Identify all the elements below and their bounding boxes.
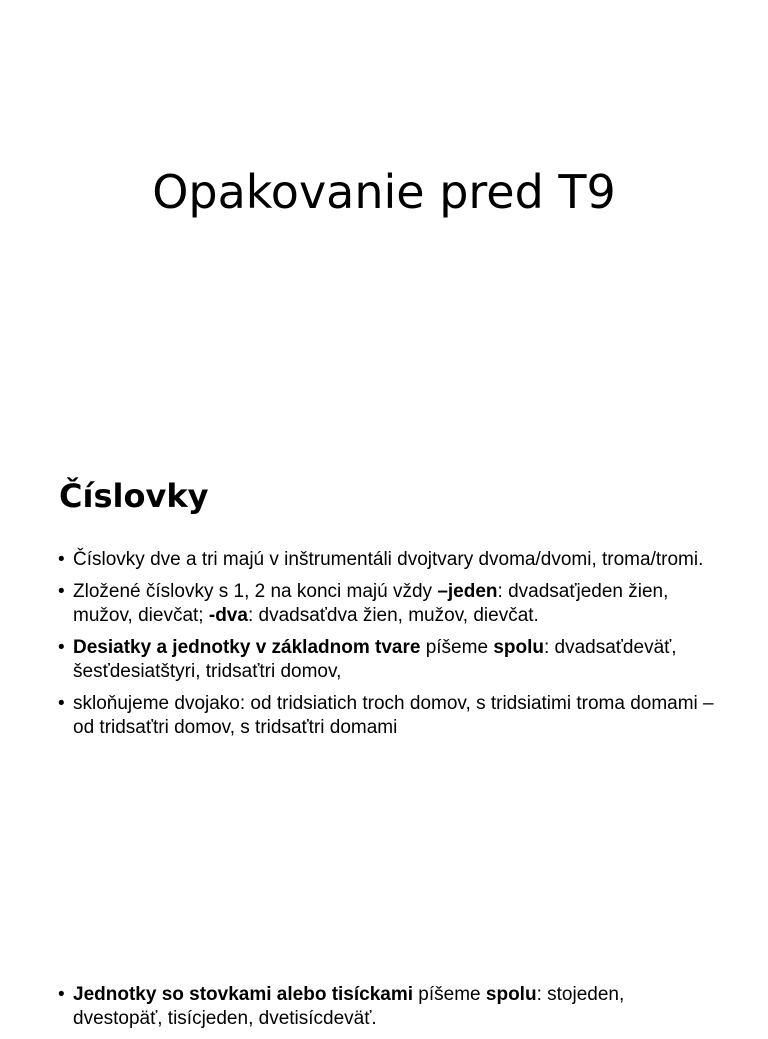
bullet-text: : dvadsaťjeden žien, mužov, dievčat;	[73, 581, 669, 626]
bullet-text-bold: spolu	[493, 637, 544, 658]
bullet-item	[58, 548, 718, 572]
bullet-text: Zložené číslovky s 1, 2 na konci majú vždy	[73, 581, 438, 602]
bullet-list	[58, 548, 718, 748]
bullet-text: : dvadsaťdeväť, šesťdesiatštyri, tridsaťtri domov,	[73, 637, 677, 682]
bullet-text-bold: Jednotky so stovkami alebo tisíckami	[73, 984, 414, 1005]
bullet-text: Číslovky dve a tri majú v inštrumentáli dvojtvary dvoma/dvomi, troma/tromi.	[73, 549, 704, 570]
bullet-text: : dvadsaťdva žien, mužov, dievčat.	[247, 605, 539, 626]
bullet-text: píšeme	[420, 637, 494, 658]
bullet-text-bold: spolu	[485, 984, 537, 1005]
bullet-list-bottom	[58, 983, 718, 1039]
bullet-text-bold: Desiatky a jednotky v základnom tvare	[73, 637, 421, 658]
bullet-item	[58, 580, 718, 628]
bullet-text: píšeme	[413, 984, 486, 1005]
section-heading: Číslovky	[59, 477, 209, 515]
bullet-text-bold: –jeden	[437, 581, 498, 602]
bullet-item	[58, 636, 718, 684]
slide-title: Opakovanie pred T9	[152, 165, 616, 219]
bullet-text: skloňujeme dvojako: od tridsiatich troch domov, s tridsiatimi troma domami – od tridsaťtri domov, s tridsaťtri domami	[73, 693, 714, 738]
bullet-text-bold: -dva	[208, 605, 248, 626]
bullet-text: : stojeden, dvestopäť, tisícjeden, dvetisícdeväť.	[73, 984, 625, 1029]
bullet-item	[58, 692, 718, 740]
